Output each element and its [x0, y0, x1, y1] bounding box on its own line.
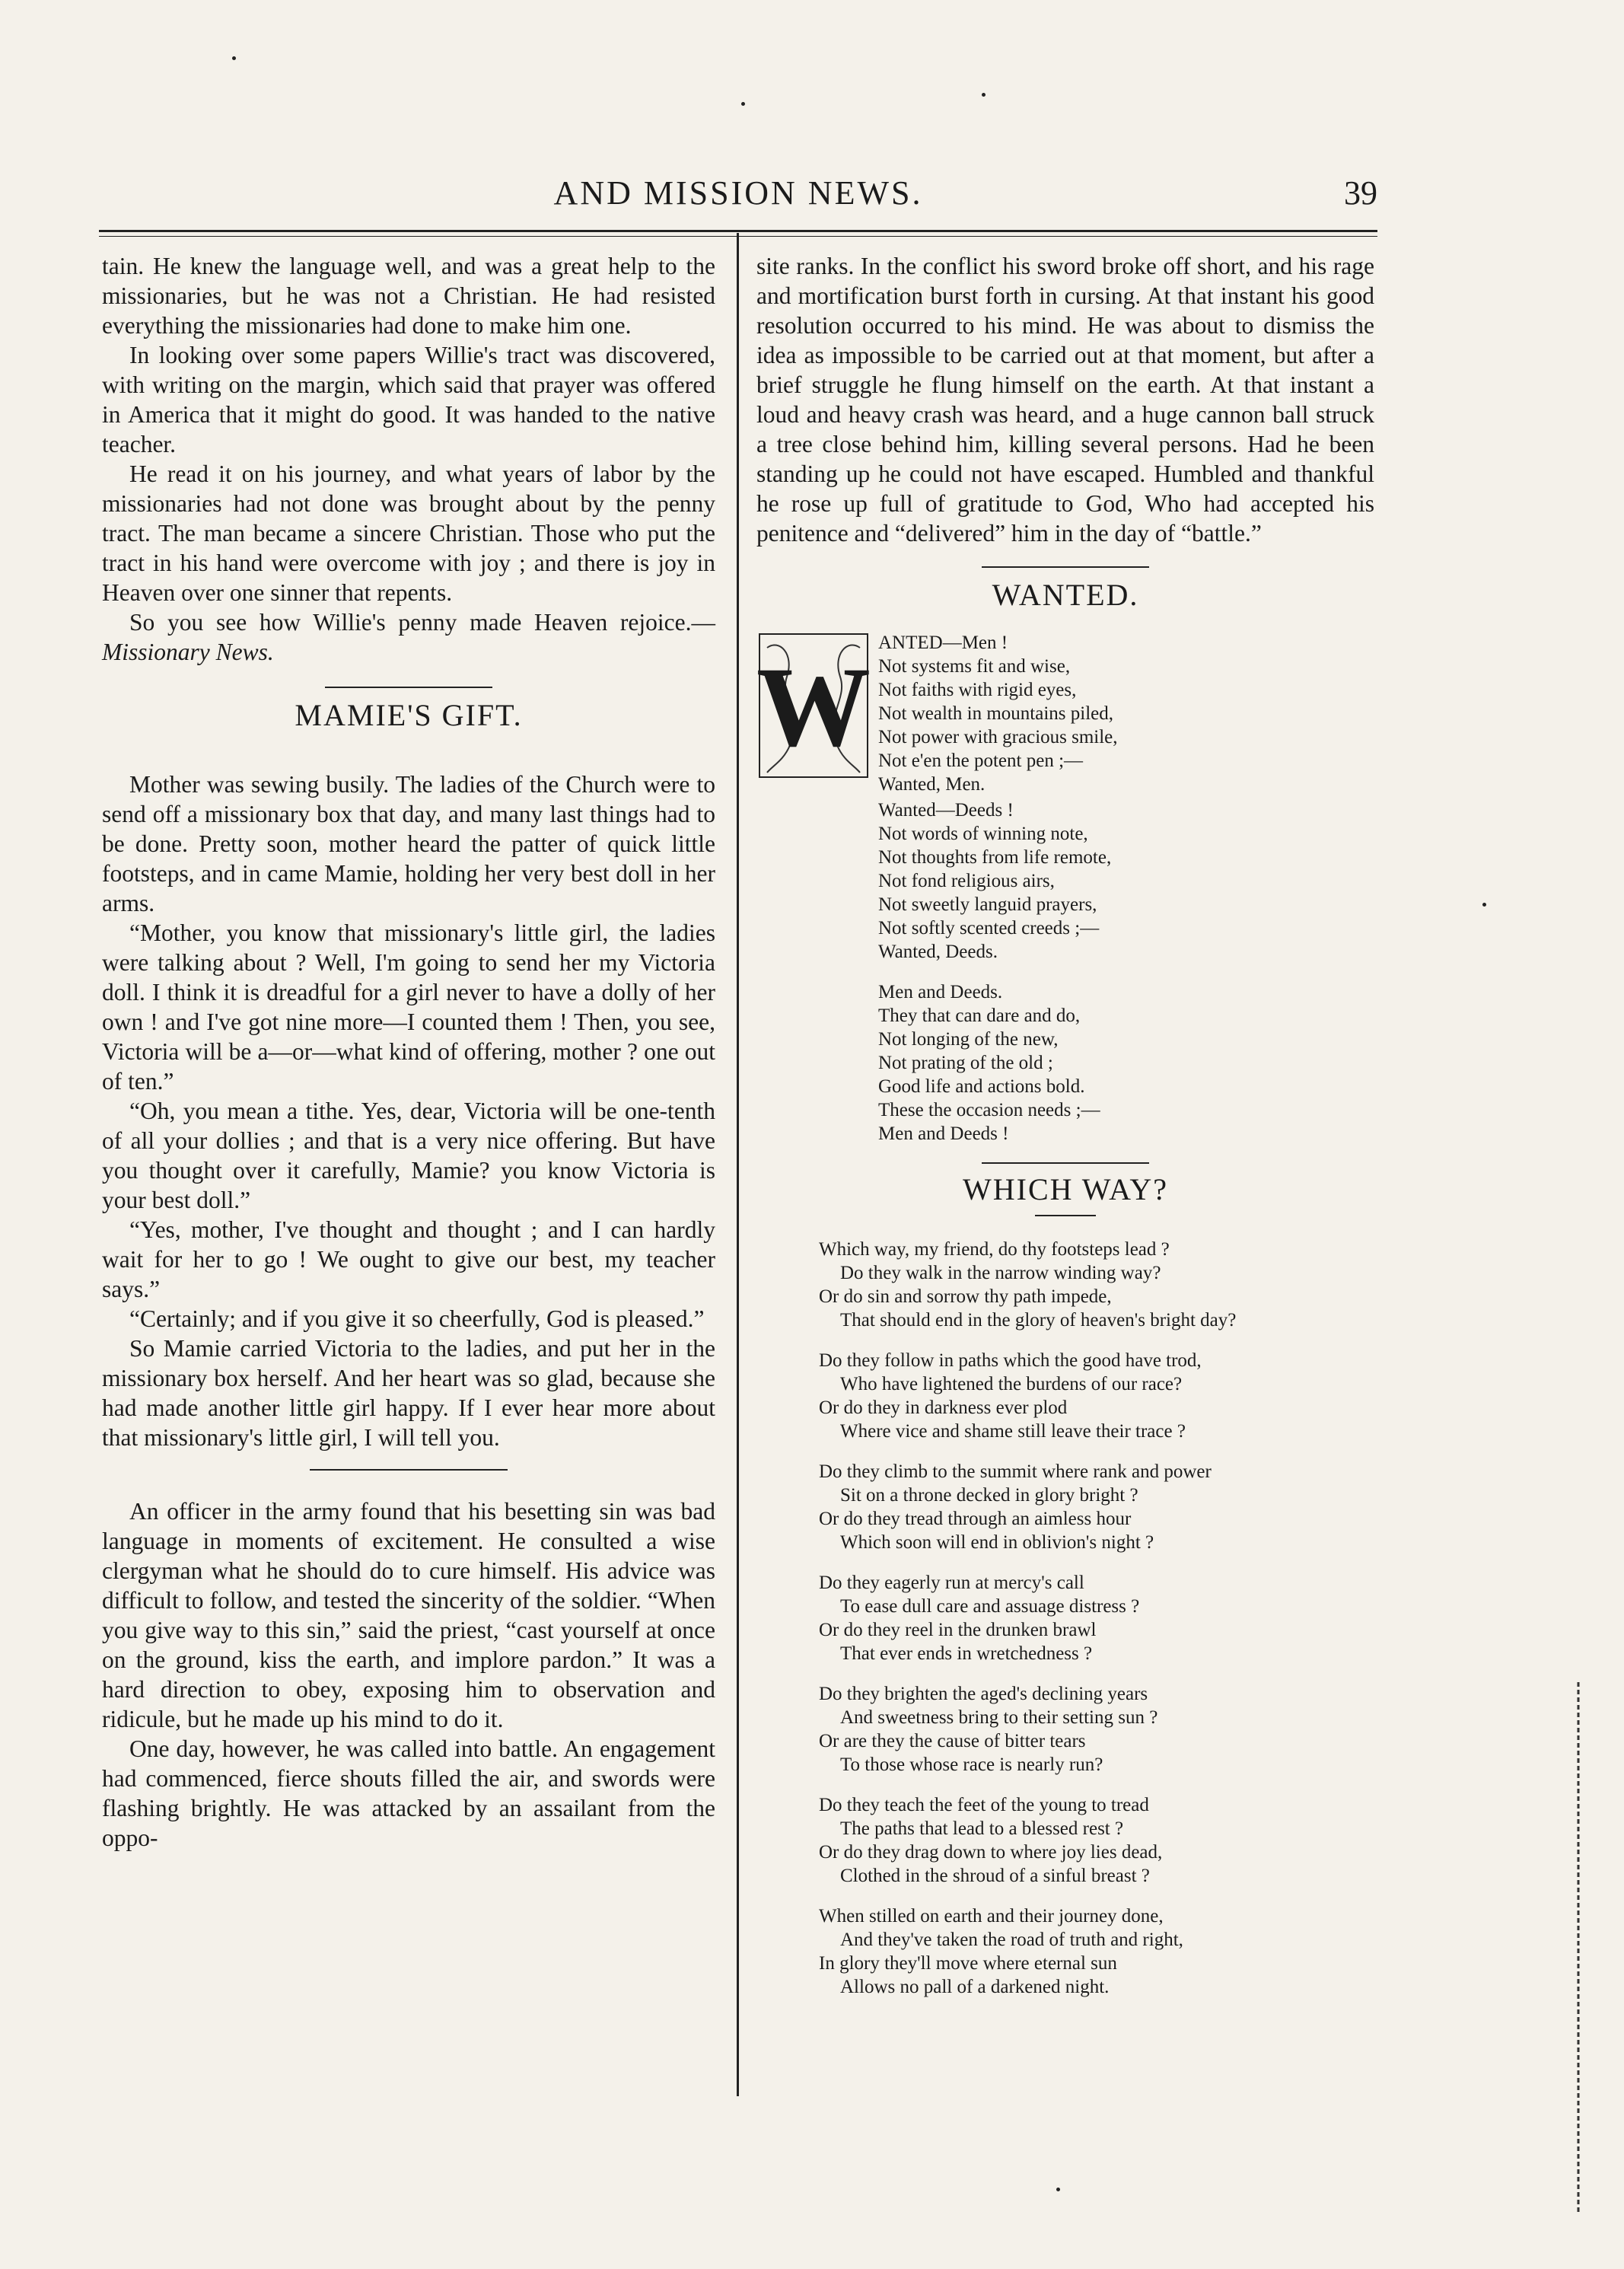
header-rule — [99, 230, 1377, 232]
dropcap-letter: W — [756, 644, 871, 770]
poem-line: Wanted—Deeds ! — [878, 800, 1014, 821]
poem-line: They that can dare and do, — [878, 1005, 1081, 1026]
poem-line: Or do they in darkness ever plod — [819, 1397, 1068, 1418]
which-stanza — [819, 1904, 1374, 1999]
poem-line: Not wealth in mountains piled, — [878, 703, 1113, 724]
section-title: WANTED. — [992, 578, 1139, 612]
poem-line: When stilled on earth and their journey done, — [819, 1906, 1164, 1926]
poem-line: That should end in the glory of heaven's bright day? — [840, 1310, 1237, 1330]
poem-line: And sweetness bring to their setting sun ? — [840, 1707, 1158, 1728]
poem-line: Not fond religious airs, — [878, 871, 1055, 891]
poem-line: Not sweetly languid prayers, — [878, 894, 1097, 915]
poem-line: Good life and actions bold. — [878, 1076, 1085, 1097]
poem-line: Men and Deeds. — [878, 982, 1003, 1002]
section-rule — [310, 1469, 508, 1471]
source-citation: Missionary News. — [102, 639, 274, 665]
poem-line: Not longing of the new, — [878, 1029, 1059, 1050]
section-title: MAMIE'S GIFT. — [295, 698, 523, 732]
poem-line: Do they brighten the aged's declining years — [819, 1684, 1148, 1704]
poem-line: The paths that lead to a blessed rest ? — [840, 1818, 1124, 1839]
paragraph-text: So you see how Willie's penny made Heaven rejoice.— — [129, 609, 715, 636]
scan-speck — [1056, 2188, 1060, 2191]
poem-line: To ease dull care and assuage distress ? — [840, 1596, 1140, 1617]
poem-line: Wanted, Men. — [878, 774, 986, 795]
wanted-stanza-2 — [878, 798, 1374, 964]
running-title: AND MISSION NEWS. — [553, 174, 923, 212]
poem-line: Where vice and shame still leave their trace ? — [840, 1421, 1186, 1442]
section-rule — [325, 687, 492, 688]
page-number: 39 — [1344, 174, 1377, 212]
scan-speck — [232, 56, 236, 60]
which-stanza — [819, 1793, 1374, 1888]
paragraph: So Mamie carried Victoria to the ladies, and put her in the missionary box herself. And her heart was so glad, because she had made another little girl happy. If I ever hear more about that missionary's little girl, I will tell you. — [102, 1335, 715, 1451]
paragraph: site ranks. In the conflict his sword broke off short, and his rage and mortification burst forth in cursing. At that instant his good resolution occurred to his mind. He was about to dismiss the idea as impossible to be carried out at that moment, but after a brief struggle he flung himself on the earth. At that instant a loud and heavy crash was heard, and a huge cannon ball struck a tree close behind him, killing several persons. Had he been standing up he could not have escaped. Humbled and thankful he rose up full of gratitude to God, Who had accepted his penitence and “delivered” him in the day of “battle.” — [756, 253, 1374, 547]
scan-speck — [741, 102, 745, 106]
poem-line: In glory they'll move where eternal sun — [819, 1953, 1117, 1974]
poem-line: Or do they tread through an aimless hour — [819, 1509, 1132, 1529]
poem-line: Which soon will end in oblivion's night ? — [840, 1532, 1154, 1553]
which-stanza — [819, 1460, 1374, 1554]
scan-speck — [982, 93, 986, 97]
section-title: WHICH WAY? — [963, 1172, 1168, 1206]
poem-line: Do they follow in paths which the good have trod, — [819, 1350, 1202, 1371]
dropcap-ornament-icon — [756, 631, 871, 783]
paragraph: One day, however, he was called into battle. An engagement had commenced, fierce shouts filled the air, and swords were flashing brightly. He was attacked by an assailant from the oppo- — [102, 1735, 715, 1851]
poem-line: Allows no pall of a darkened night. — [840, 1977, 1110, 1997]
poem-line: Not power with gracious smile, — [878, 727, 1118, 747]
column-divider — [737, 233, 739, 2096]
wanted-stanza-1 — [878, 631, 1118, 796]
paragraph: “Mother, you know that missionary's little girl, the ladies were talking about ? Well, I'm going to send her my Victoria doll. I think it is dreadful for a girl never to have a dolly of her own ! and I've got nine more—I counted them ! Then, you see, Victoria will be a—or—what kind of offering, mother ? one out of ten.” — [102, 919, 715, 1095]
poem-line: Do they eagerly run at mercy's call — [819, 1573, 1084, 1593]
poem-line: Or are they the cause of bitter tears — [819, 1731, 1086, 1751]
poem-wanted-opening — [756, 631, 1374, 798]
running-header — [99, 169, 1377, 215]
poem-line: Sit on a throne decked in glory bright ? — [840, 1485, 1138, 1506]
poem-line: Or do they reel in the drunken brawl — [819, 1620, 1097, 1640]
paragraph: “Yes, mother, I've thought and thought ; and I can hardly wait for her to go ! We ought to give our best, my teacher says.” — [102, 1216, 715, 1302]
scan-speck — [1482, 903, 1486, 907]
poem-line: Not e'en the potent pen ;— — [878, 750, 1084, 771]
paragraph: Mother was sewing busily. The ladies of the Church were to send off a missionary box that day, and many last things had to be done. Pretty soon, mother heard the patter of quick little footsteps, and in came Mamie, holding her very best doll in her arms. — [102, 771, 715, 916]
ornamental-dropcap — [756, 631, 871, 783]
right-column — [756, 251, 1374, 2016]
poem-line: Do they climb to the summit where rank and power — [819, 1461, 1212, 1482]
which-stanza — [819, 1238, 1374, 1332]
poem-which-way — [756, 1238, 1374, 1999]
poem-line: Not prating of the old ; — [878, 1053, 1053, 1073]
poem-line: Not faiths with rigid eyes, — [878, 680, 1077, 700]
which-stanza — [819, 1349, 1374, 1443]
poem-line: Clothed in the shroud of a sinful breast ? — [840, 1866, 1150, 1886]
poem-line: Or do sin and sorrow thy path impede, — [819, 1286, 1112, 1307]
which-stanza — [819, 1571, 1374, 1665]
poem-line: Wanted, Deeds. — [878, 942, 998, 962]
poem-line: Do they teach the feet of the young to tread — [819, 1795, 1149, 1815]
section-rule — [982, 566, 1149, 568]
poem-line: To those whose race is nearly run? — [840, 1754, 1103, 1775]
wanted-stanzas — [756, 798, 1374, 1146]
poem-line: Not systems fit and wise, — [878, 656, 1071, 677]
poem-line: Do they walk in the narrow winding way? — [840, 1263, 1161, 1283]
poem-line: Or do they drag down to where joy lies dead, — [819, 1842, 1163, 1863]
poem-line: That ever ends in wretchedness ? — [840, 1643, 1093, 1664]
poem-line: These the occasion needs ;— — [878, 1100, 1100, 1120]
paragraph: “Certainly; and if you give it so cheerfully, God is pleased.” — [129, 1305, 705, 1332]
left-column — [102, 251, 715, 1853]
paragraph: In looking over some papers Willie's tract was discovered, with writing on the margin, which said that prayer was offered in America that it might do good. It was handed to the native teacher. — [102, 342, 715, 457]
poem-line: Not words of winning note, — [878, 824, 1088, 844]
section-rule — [982, 1162, 1149, 1164]
paragraph: “Oh, you mean a tithe. Yes, dear, Victoria will be one-tenth of all your dollies ; and that is a very nice offering. But have you thought over it carefully, Mamie? you know Victoria is your best doll.” — [102, 1098, 715, 1213]
poem-line: Men and Deeds ! — [878, 1123, 1009, 1144]
wanted-stanza-3 — [878, 980, 1374, 1146]
poem-line: And they've taken the road of truth and right, — [840, 1930, 1183, 1950]
paragraph: An officer in the army found that his besetting sin was bad language in moments of excitement. He consulted a wise clergyman what he should do to cure himself. His advice was difficult to follow, and tested the sincerity of the soldier. “When you give way to this sin,” said the priest, “cast yourself at once on the ground, kiss the earth, and implore pardon.” It was a hard direction to obey, exposing him to observation and ridicule, but he made up his mind to do it. — [102, 1498, 715, 1732]
poem-line: Who have lightened the burdens of our race? — [840, 1374, 1183, 1394]
which-stanza — [819, 1682, 1374, 1777]
scan-edge-artifact — [1572, 1682, 1584, 2215]
paragraph: He read it on his journey, and what years of labor by the missionaries had not done was brought about by the penny tract. The man became a sincere Christian. Those who put the tract in his hand were overcome with joy ; and there is joy in Heaven over one sinner that repents. — [102, 460, 715, 606]
paragraph — [102, 607, 715, 667]
poem-line: ANTED—Men ! — [878, 633, 1008, 653]
paragraph: tain. He knew the language well, and was a great help to the missionaries, but he was not a Christian. He had resisted everything the missionaries had done to make him one. — [102, 253, 715, 339]
poem-line: Not softly scented creeds ;— — [878, 918, 1100, 939]
section-rule — [1035, 1215, 1096, 1216]
poem-line: Not thoughts from life remote, — [878, 847, 1112, 868]
poem-line: Which way, my friend, do thy footsteps lead ? — [819, 1239, 1170, 1260]
